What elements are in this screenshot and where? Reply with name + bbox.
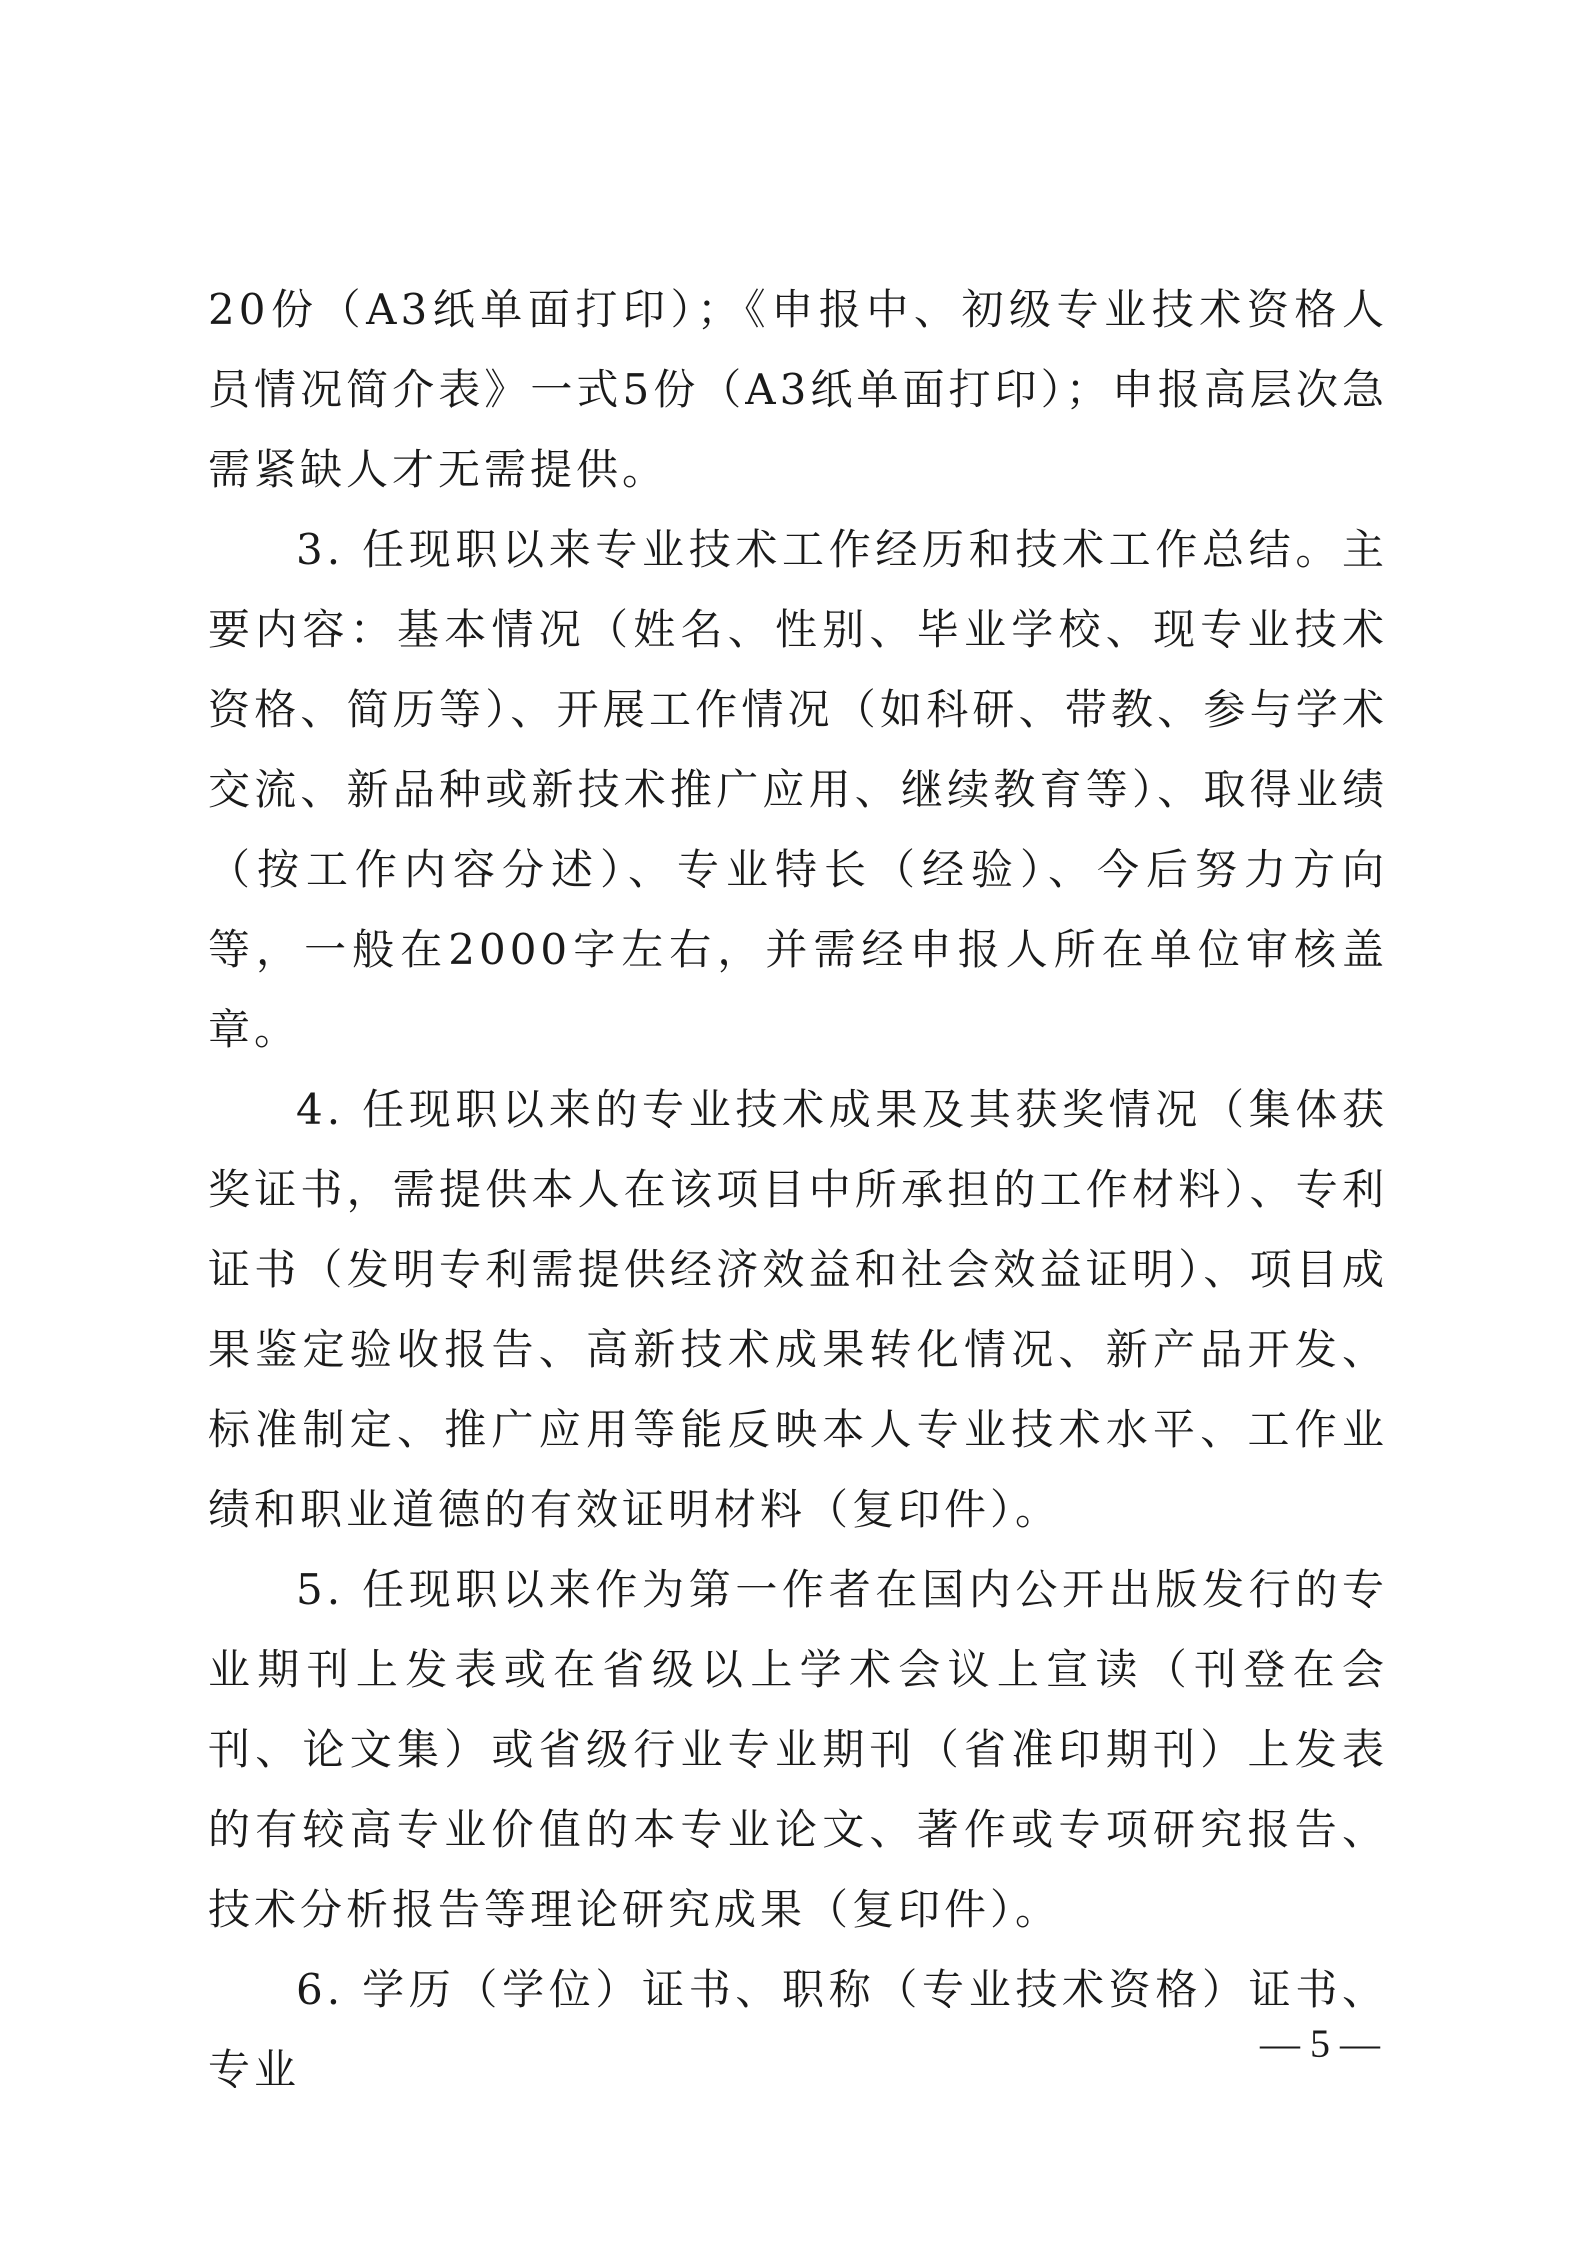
paragraph-item-6: 6. 学历（学位）证书、职称（专业技术资格）证书、专业 — [208, 1965, 1388, 2094]
paragraph-item-4: 4. 任现职以来的专业技术成果及其获奖情况（集体获奖证书，需提供本人在该项目中所承担的工作材料）、专利证书（发明专利需提供经济效益和社会效益证明）、项目成果鉴定验收报告、高新技术成果转化情况、新产品开发、标准制定、推广应用等能反映本人专业技术水平、工作业绩和职业道德的有效证明材料（复印件）。 — [208, 1085, 1388, 1534]
page-number: — 5 — — [1260, 2021, 1380, 2066]
paragraph-continued: 20份（A3纸单面打印）；《申报中、初级专业技术资格人员情况简介表》一式5份（A3纸单面打印）；申报高层次急需紧缺人才无需提供。 — [208, 285, 1388, 494]
paragraph-item-3: 3. 任现职以来专业技术工作经历和技术工作总结。主要内容：基本情况（姓名、性别、毕业学校、现专业技术资格、简历等）、开展工作情况（如科研、带教、参与学术交流、新品种或新技术推广应用、继续教育等）、取得业绩（按工作内容分述）、专业特长（经验）、今后努力方向等，一般在2000字左右，并需经申报人所在单位审核盖章。 — [208, 525, 1388, 1054]
document-body — [208, 270, 1388, 2110]
paragraph-item-5: 5. 任现职以来作为第一作者在国内公开出版发行的专业期刊上发表或在省级以上学术会议上宣读（刊登在会刊、论文集）或省级行业专业期刊（省准印期刊）上发表的有较高专业价值的本专业论文、著作或专项研究报告、技术分析报告等理论研究成果（复印件）。 — [208, 1565, 1388, 1934]
